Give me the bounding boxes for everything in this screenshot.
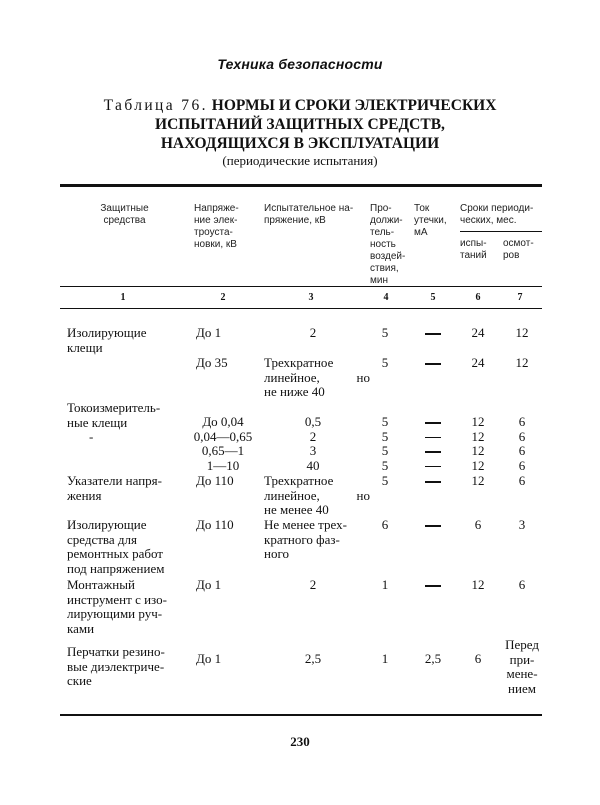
leak-dash (425, 437, 441, 438)
row-live-work-tools-duration: 6 (381, 517, 389, 532)
header-protective-means: Защитные средства (100, 203, 149, 226)
numbers-bottom-rule (60, 308, 542, 309)
row-clamp-meter-voltage: До 0,04 0,04—0,65 0,65—1 1—10 (193, 414, 253, 473)
leak-dash (425, 422, 441, 423)
row-clamp-meter-duration: 5 5 5 5 (381, 414, 389, 473)
header-installation-voltage: Напряже- ние элек- троуста- новки, кВ (194, 203, 239, 250)
row-voltage-indicators-inspect: 6 (518, 473, 526, 488)
table-title-line-2: ИСПЫТАНИЙ ЗАЩИТНЫХ СРЕДСТВ, (155, 116, 445, 133)
row-insulating-clamps-a-test: 2 (309, 325, 317, 340)
row-voltage-indicators-duration: 5 (381, 473, 389, 488)
header-bottom-rule (60, 286, 542, 287)
header-periodic-terms: Сроки периоди- ческих, мес. (460, 203, 534, 226)
table-title-line-3: НАХОДЯЩИХСЯ В ЭКСПЛУАТАЦИИ (160, 135, 440, 152)
row-insulating-clamps-b-tests: 24 (471, 355, 485, 370)
row-live-work-tools-voltage: До 110 (196, 517, 234, 532)
row-voltage-indicators-leak (418, 474, 448, 489)
leak-dash (425, 466, 441, 467)
row-insulating-clamps-b-leak (418, 356, 448, 371)
header-group-rule (460, 231, 542, 232)
row-insulating-clamps-a-voltage: До 1 (196, 325, 222, 340)
leak-dash (425, 363, 441, 364)
column-number-1: 1 (120, 292, 126, 303)
table-caption (60, 96, 540, 169)
row-insulated-hand-tools-leak (418, 578, 448, 593)
row-voltage-indicators-voltage: До 110 (196, 473, 234, 488)
row-live-work-tools-inspect: 3 (518, 517, 526, 532)
row-dielectric-gloves-name: Перчатки резино- вые диэлектриче- ские (67, 644, 165, 688)
row-clamp-meter-name: Токоизмеритель- ные клещи (67, 400, 161, 430)
column-number-7: 7 (517, 292, 523, 303)
table-subtitle: (периодические испытания) (222, 153, 378, 168)
table-label: Таблица 76. (103, 97, 208, 114)
row-insulated-hand-tools-test: 2 (309, 577, 317, 592)
row-dielectric-gloves-voltage: До 1 (196, 651, 222, 666)
row-insulated-hand-tools-inspect: 6 (518, 577, 526, 592)
row-clamp-meter-mark: - (89, 429, 94, 444)
row-insulating-clamps-b-inspect: 12 (515, 355, 529, 370)
header-leakage-current: Ток утечки, мА (414, 203, 447, 238)
row-insulated-hand-tools-name: Монтажный инструмент с изо- лирующими руч- ками (67, 577, 167, 636)
row-live-work-tools-test: Не менее трех- кратного фаз- ного (264, 517, 347, 561)
row-voltage-indicators-tests: 12 (471, 473, 485, 488)
row-voltage-indicators-test: Трехкратное линейное, но не менее 40 (264, 473, 370, 517)
row-insulating-clamps-a-leak (418, 326, 448, 341)
column-number-3: 3 (308, 292, 314, 303)
row-dielectric-gloves-duration: 1 (381, 651, 389, 666)
table-top-rule (60, 184, 542, 187)
column-number-6: 6 (475, 292, 481, 303)
header-inspections: осмот- ров (503, 238, 534, 261)
row-insulating-clamps-a-tests: 24 (471, 325, 485, 340)
row-live-work-tools-name: Изолирующие средства для ремонтных работ под напряжением (67, 517, 165, 576)
row-insulated-hand-tools-duration: 1 (381, 577, 389, 592)
running-head: Техника безопасности (217, 56, 383, 72)
row-dielectric-gloves-tests: 6 (474, 651, 482, 666)
page-number: 230 (290, 734, 310, 749)
row-dielectric-gloves-leak: 2,5 (424, 651, 442, 666)
row-live-work-tools-tests: 6 (474, 517, 482, 532)
row-insulating-clamps-name: Изолирующие клещи (67, 325, 147, 355)
row-clamp-meter-leak (418, 415, 448, 473)
leak-dash (425, 525, 441, 526)
leak-dash (425, 585, 441, 586)
header-duration: Про- должи- тель- ность воздей- ствия, мин (370, 203, 406, 286)
row-insulated-hand-tools-voltage: До 1 (196, 577, 222, 592)
row-insulated-hand-tools-tests: 12 (471, 577, 485, 592)
table-bottom-rule (60, 714, 542, 716)
row-insulating-clamps-a-duration: 5 (381, 325, 389, 340)
row-live-work-tools-leak (418, 518, 448, 533)
header-test-voltage: Испытательное на- пряжение, кВ (264, 203, 354, 226)
table-title-line-1: НОРМЫ И СРОКИ ЭЛЕКТРИЧЕСКИХ (211, 97, 497, 114)
leak-dash (425, 481, 441, 482)
column-number-2: 2 (220, 292, 226, 303)
column-number-5: 5 (430, 292, 436, 303)
row-dielectric-gloves-inspect: Перед при- мене- нием (505, 637, 539, 696)
row-voltage-indicators-name: Указатели напря- жения (67, 473, 162, 503)
leak-dash (425, 333, 441, 334)
row-insulating-clamps-b-test: Трехкратное линейное, но не ниже 40 (264, 355, 370, 399)
row-insulating-clamps-b-voltage: До 35 (196, 355, 228, 370)
row-clamp-meter-tests: 12 12 12 12 (471, 414, 485, 473)
row-insulating-clamps-b-duration: 5 (381, 355, 389, 370)
row-clamp-meter-test: 0,5 2 3 40 (304, 414, 322, 473)
column-number-4: 4 (383, 292, 389, 303)
leak-dash (425, 451, 441, 452)
row-insulating-clamps-a-inspect: 12 (515, 325, 529, 340)
row-dielectric-gloves-test: 2,5 (304, 651, 322, 666)
header-tests: испы- таний (460, 238, 487, 261)
row-clamp-meter-inspect: 6 6 6 6 (518, 414, 526, 473)
